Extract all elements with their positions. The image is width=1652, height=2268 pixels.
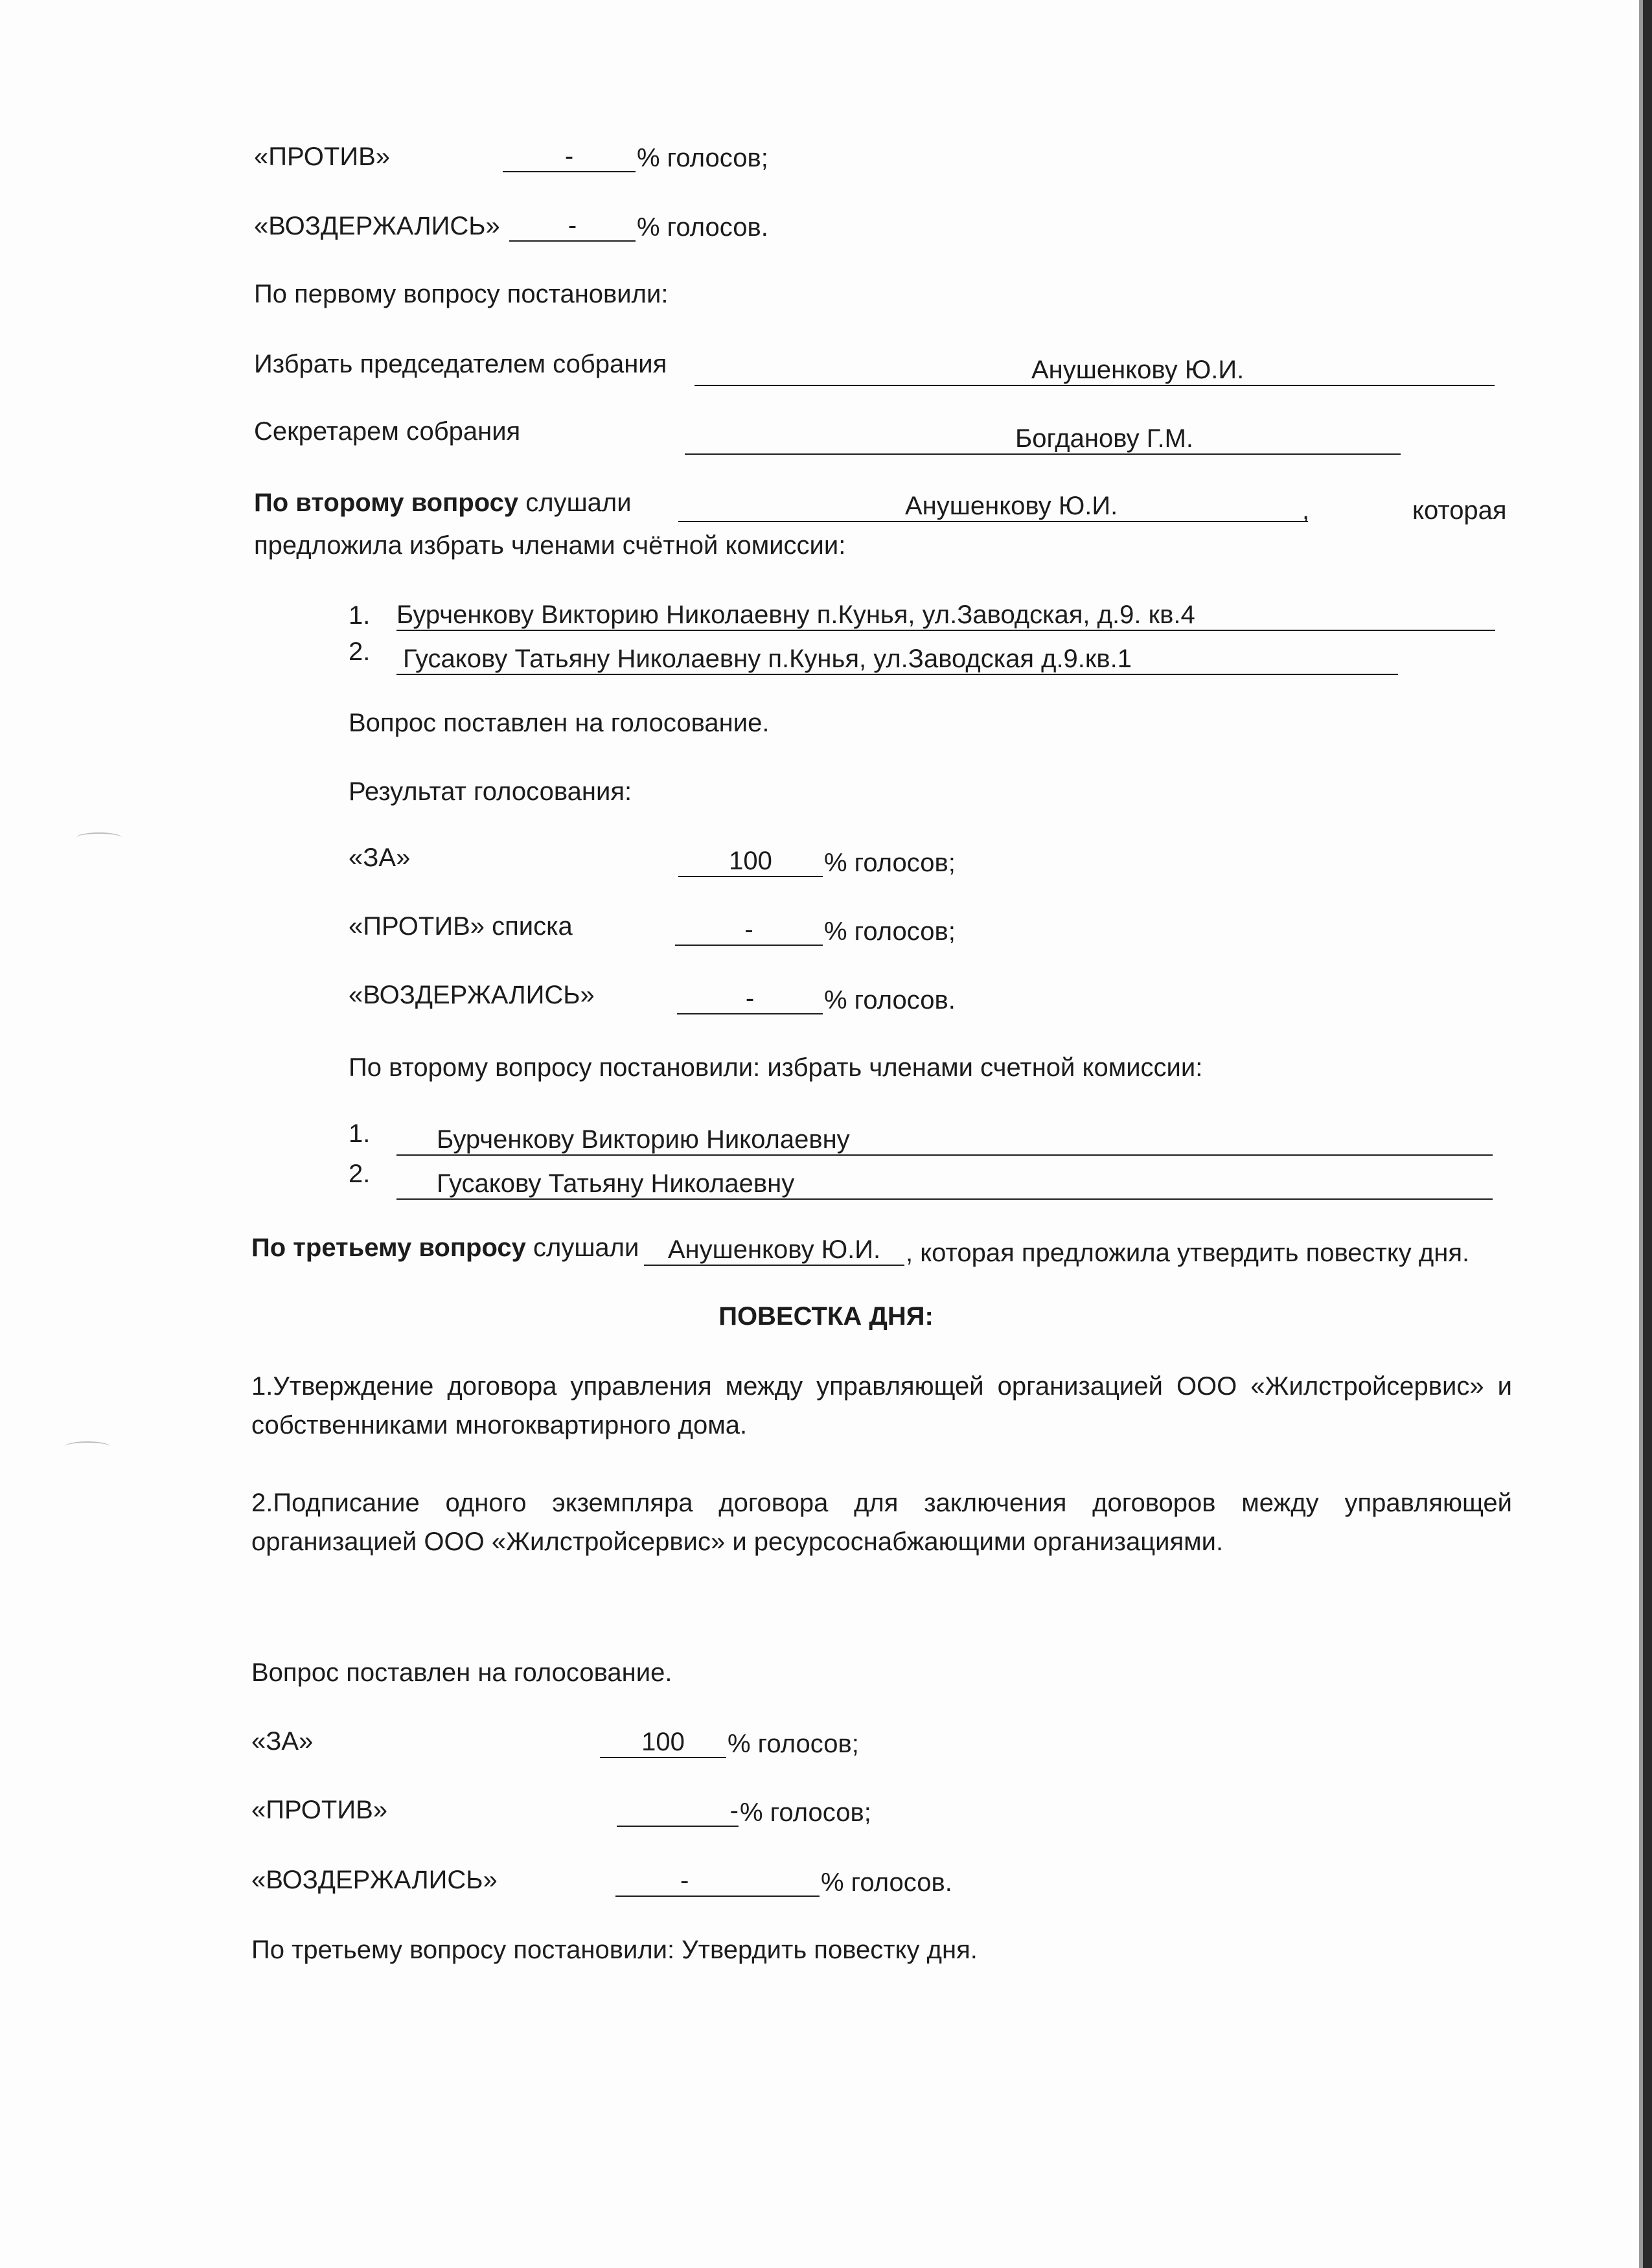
q3-resolved: По третьему вопросу постановили: Утвердить повестку дня.: [251, 1936, 978, 1964]
q3-heard-bold: По третьему вопросу: [251, 1233, 526, 1262]
q3-for-value: 100: [600, 1727, 726, 1758]
q3-heard-tail: , которая предложила утвердить повестку дня.: [906, 1239, 1470, 1267]
scan-edge-shadow: [1639, 0, 1643, 2268]
q2-heard-bold: По второму вопросу: [254, 488, 519, 517]
abstain-suffix: % голосов.: [637, 213, 768, 242]
q3-put-to-vote: Вопрос поставлен на голосование.: [251, 1658, 672, 1687]
q2-heard-person: Анушенкову Ю.И.: [678, 491, 1308, 522]
q2-against-suffix: % голосов;: [824, 917, 956, 946]
q3-against-value: -: [617, 1796, 739, 1827]
abstain-value: -: [509, 211, 636, 242]
scan-mark: [76, 832, 122, 843]
q3-heard-rest: слушали: [525, 1233, 639, 1262]
q2-heard: [254, 487, 632, 518]
q3-heard: [251, 1232, 639, 1263]
abstain-label: «ВОЗДЕРЖАЛИСЬ»: [254, 212, 500, 240]
against-value: -: [503, 141, 636, 172]
chair-label: Избрать председателем собрания: [254, 350, 667, 378]
q2-abstain-value: -: [677, 983, 823, 1014]
q2-for-suffix: % голосов;: [824, 849, 956, 877]
secretary-label: Секретарем собрания: [254, 417, 521, 446]
q3-abstain-suffix: % голосов.: [821, 1868, 952, 1897]
q3-for-suffix: % голосов;: [728, 1730, 859, 1758]
q2-result-label: Результат голосования:: [349, 777, 632, 806]
q2-member-num: 2.: [349, 637, 371, 666]
q2-member: Гусакову Татьяну Николаевну п.Кунья, ул.Заводская д.9.кв.1: [396, 644, 1398, 675]
q3-against-label: «ПРОТИВ»: [251, 1796, 388, 1824]
q2-for-value: 100: [678, 846, 823, 877]
q2-against-value: -: [675, 915, 823, 946]
q3-for-label: «ЗА»: [251, 1727, 314, 1756]
chair-value: Анушенкову Ю.И.: [694, 355, 1495, 386]
q2-heard-comma: ,: [1302, 496, 1310, 525]
against-suffix: % голосов;: [637, 144, 768, 172]
q2-against-label: «ПРОТИВ» списка: [349, 912, 573, 941]
q2-proposal: предложила избрать членами счётной комиссии:: [254, 531, 846, 560]
agenda-item-2: 2.Подписание одного экземпляра договора для заключения договоров между управляющей организацией ООО «Жилстройсервис» и ресурсоснабжающими организациями.: [251, 1489, 1512, 1556]
q3-abstain-label: «ВОЗДЕРЖАЛИСЬ»: [251, 1866, 498, 1894]
q2-elected-num: 2.: [349, 1160, 371, 1188]
q3-against-suffix: % голосов;: [740, 1798, 871, 1827]
q2-member-num: 1.: [349, 601, 371, 630]
scan-mark: [65, 1441, 110, 1452]
agenda-title: ПОВЕСТКА ДНЯ:: [718, 1302, 934, 1331]
q3-abstain-value: -: [615, 1866, 820, 1897]
q2-heard-who: которая: [1412, 496, 1507, 525]
q2-for-label: «ЗА»: [349, 843, 411, 872]
q2-put-to-vote: Вопрос поставлен на голосование.: [349, 709, 770, 737]
q2-abstain-label: «ВОЗДЕРЖАЛИСЬ»: [349, 981, 595, 1009]
scan-edge: [1643, 0, 1652, 2268]
q2-elected: Гусакову Татьяну Николаевну: [396, 1169, 1493, 1200]
q2-elected: Бурченкову Викторию Николаевну: [396, 1125, 1493, 1156]
against-label: «ПРОТИВ»: [254, 143, 391, 171]
q3-heard-person: Анушенкову Ю.И.: [644, 1235, 904, 1266]
q2-abstain-suffix: % голосов.: [824, 986, 956, 1014]
q2-elected-num: 1.: [349, 1119, 371, 1148]
q2-heard-rest: слушали: [518, 488, 632, 517]
q1-resolved-label: По первому вопросу постановили:: [254, 280, 669, 308]
secretary-value: Богданову Г.М.: [685, 424, 1401, 455]
q2-member: Бурченкову Викторию Николаевну п.Кунья, ул.Заводская, д.9. кв.4: [396, 600, 1495, 631]
q2-resolved: По второму вопросу постановили: избрать членами счетной комиссии:: [349, 1053, 1203, 1082]
agenda-item-1: 1.Утверждение договора управления между управляющей организацией ООО «Жилстройсервис» и собственниками многоквартирного дома.: [251, 1372, 1512, 1439]
